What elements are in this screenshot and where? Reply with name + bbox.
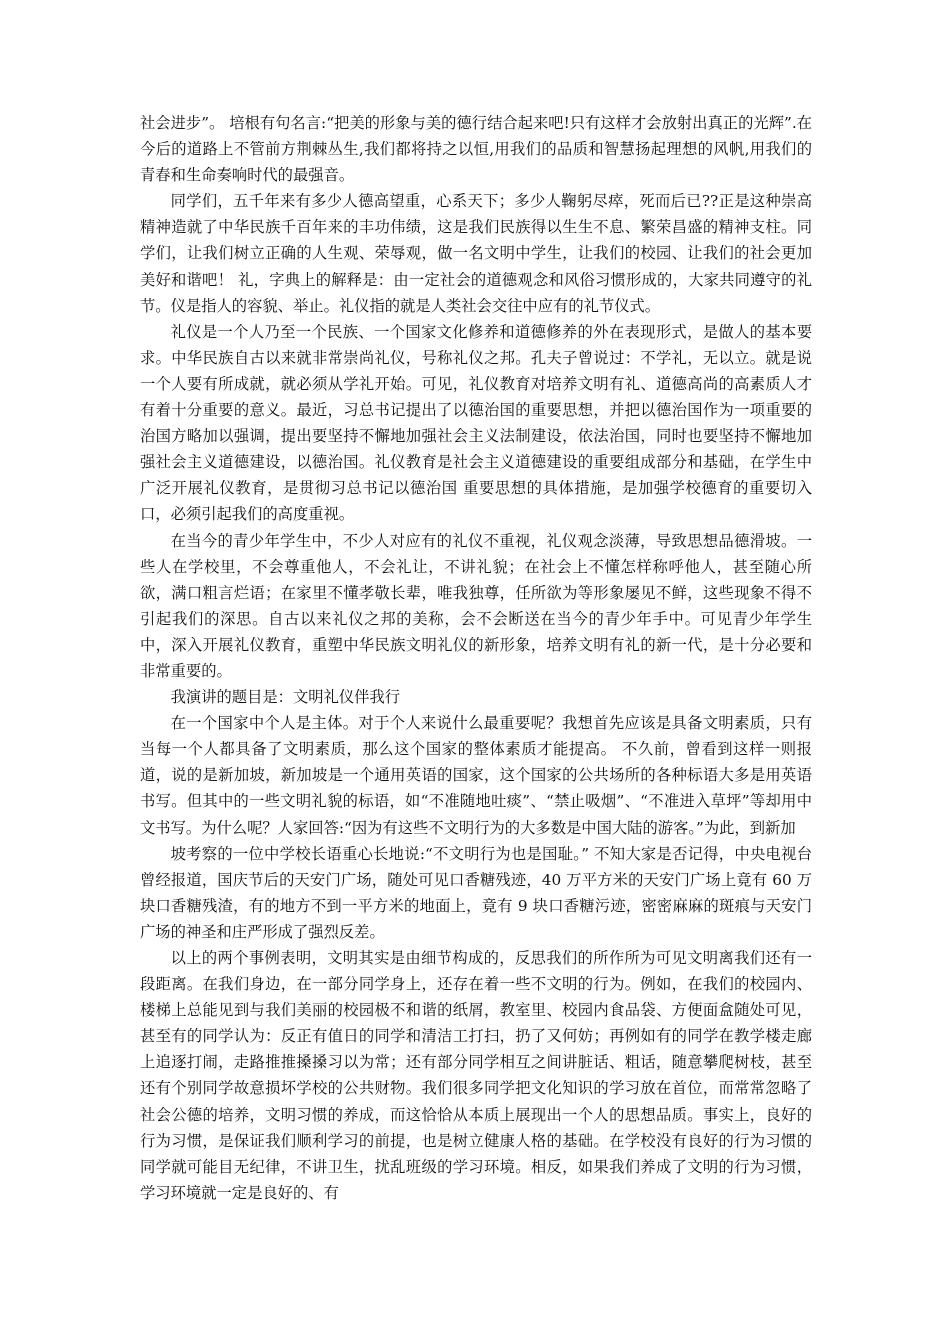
speech-title-line: 我演讲的题目是：文明礼仪伴我行 [170,688,401,707]
paragraph: 礼仪是一个人乃至一个民族、一个国家文化修养和道德修养的外在表现形式，是做人的基本要求。中华民族自古以来就非常崇尚礼仪，号称礼仪之邦。孔夫子曾说过：不学礼，无以立。就是说一个人要有所成就，就必须从学礼开始。可见，礼仪教育对培养文明有礼、道德高尚的高素质人才有着十分重要的意义。最近，习总书记提出了以德治国的重要思想，并把以德治国作为一项重要的治国方略加以强调，提出要坚持不懈地加强社会主义法制建设，依法治国，同时也要坚持不懈地加强社会主义道德建设，以德治国。礼仪教育是社会主义道德建设的重要组成部分和基础，在学生中广泛开展礼仪教育，是贯彻习总书记以德治国 重要思想的具体措施，是加强学校德育的重要切入口，必须引起我们的高度重视。 [140,322,812,524]
document-body [140,110,812,1206]
paragraph: 社会进步”。 培根有句名言:“把美的形象与美的德行结合起来吧!只有这样才会放射出真正的光辉”.在今后的道路上不管前方荆棘丛生,我们都将持之以恒,用我们的品质和智慧扬起理想的风帆,用我们的青春和生命奏响时代的最强音。 [140,114,812,185]
paragraph: 在当今的青少年学生中，不少人对应有的礼仪不重视，礼仪观念淡薄，导致思想品德滑坡。一些人在学校里，不会尊重他人，不会礼让，不讲礼貌；在社会上不懂怎样称呼他人，甚至随心所欲，满口粗言烂语；在家里不懂孝敬长辈，唯我独尊，任所欲为等形象屡见不鲜，这些现象不得不引起我们的深思。自古以来礼仪之邦的美称，会不会断送在当今的青少年手中。可见青少年学生中，深入开展礼仪教育，重塑中华民族文明礼仪的新形象，培养文明有礼的新一代，是十分必要和非常重要的。 [140,531,812,680]
paragraph: 坡考察的一位中学校长语重心长地说:“不文明行为也是国耻。” 不知大家是否记得，中央电视台曾经报道，国庆节后的天安门广场，随处可见口香糖残迹，40 万平方米的天安门广场上竟有 60 万块口香糖残渣，有的地方不到一平方米的地面上，竟有 9 块口香糖污迹，密密麻麻的斑痕与天安门广场的神圣和庄严形成了强烈反差。 [140,844,812,941]
paragraph: 在一个国家中个人是主体。对于个人来说什么最重要呢？我想首先应该是具备文明素质，只有当每一个人都具备了文明素质，那么这个国家的整体素质才能提高。 不久前，曾看到这样一则报道，说的是新加坡，新加坡是一个通用英语的国家，这个国家的公共场所的各种标语大多是用英语书写。但其中的一些文明礼貌的标语，如“不准随地吐痰”、“禁止吸烟”、“不准进入草坪”等却用中文书写。为什么呢？人家回答:“因为有这些不文明行为的大多数是中国大陆的游客。”为此，到新加 [140,714,812,837]
paragraph: 同学们，五千年来有多少人德高望重，心系天下；多少人鞠躬尽瘁，死而后已??正是这种崇高精神造就了中华民族千百年来的丰功伟绩，这是我们民族得以生生不息、繁荣昌盛的精神支柱。同学们，让我们树立正确的人生观、荣辱观，做一名文明中学生，让我们的校园、让我们的社会更加美好和谐吧！ 礼，字典上的解释是：由一定社会的道德观念和风俗习惯形成的，大家共同遵守的礼节。仪是指人的容貌、举止。礼仪指的就是人类社会交往中应有的礼节仪式。 [140,192,812,315]
paragraph: 以上的两个事例表明，文明其实是由细节构成的，反思我们的所作所为可见文明离我们还有一段距离。在我们身边，在一部分同学身上，还存在着一些不文明的行为。例如，在我们的校园内、楼梯上总能见到与我们美丽的校园极不和谐的纸屑，教室里、校园内食品袋、方便面盒随处可见，甚至有的同学认为：反正有值日的同学和清洁工打扫，扔了又何妨；再例如有的同学在教学楼走廊上追逐打闹，走路推推搡搡习以为常；还有部分同学相互之间讲脏话、粗话，随意攀爬树枝，甚至还有个别同学故意损坏学校的公共财物。我们很多同学把文化知识的学习放在首位，而常常忽略了社会公德的培养，文明习惯的养成，而这恰恰从本质上展现出一个人的思想品质。事实上，良好的行为习惯，是保证我们顺利学习的前提，也是树立健康人格的基础。在学校没有良好的行为习惯的同学就可能目无纪律，不讲卫生，扰乱班级的学习环境。相反，如果我们养成了文明的行为习惯，学习环境就一定是良好的、有 [140,949,812,1202]
